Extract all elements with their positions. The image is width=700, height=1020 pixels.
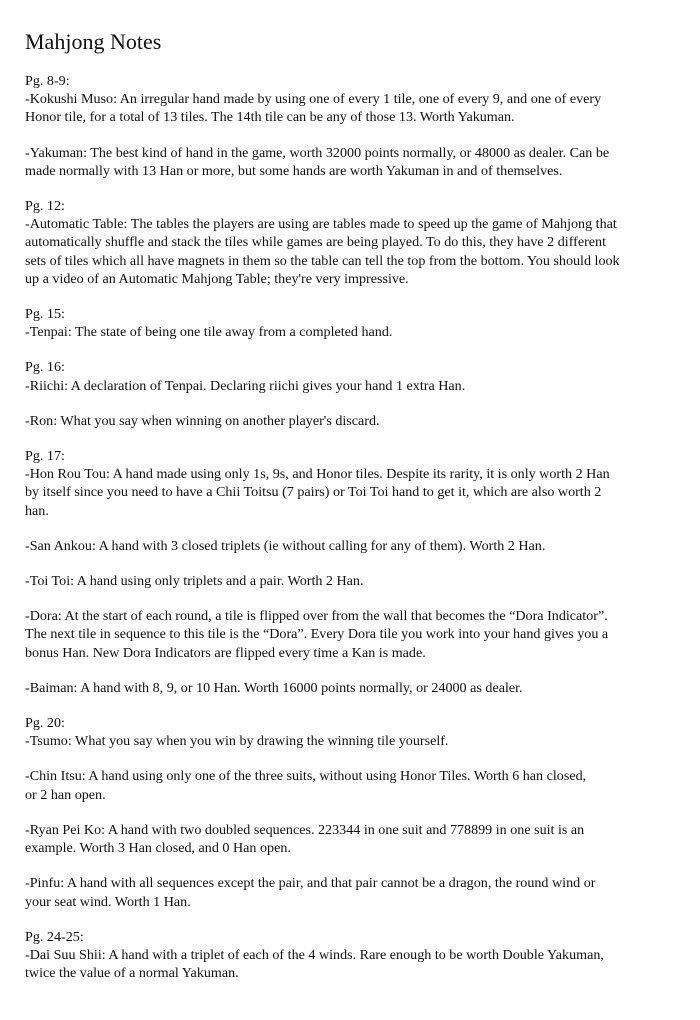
note-line: bonus Han. New Dora Indicators are flipped every time a Kan is made. [25,644,426,661]
note-line: -Baiman: A hand with 8, 9, or 10 Han. Worth 16000 points normally, or 24000 as dealer. [25,679,523,696]
note-line: -Kokushi Muso: An irregular hand made by using one of every 1 tile, one of every 9, and one of every [25,91,602,108]
note-line: made normally with 13 Han or more, but some hands are worth Yakuman in and of themselves. [25,162,563,179]
note-paragraph [25,537,665,555]
note-line: automatically shuffle and stack the tiles while games are being played. To do this, they have 2 different [25,234,606,251]
note-paragraph [25,197,665,288]
note-line: Pg. 16: [25,359,65,376]
notes-body [25,72,665,982]
note-line: example. Worth 3 Han closed, and 0 Han open. [25,840,291,857]
note-line: -Ron: What you say when winning on another player's discard. [25,412,380,429]
note-line: -Tsumo: What you say when you win by drawing the winning tile yourself. [25,733,449,750]
note-line: up a video of an Automatic Mahjong Table; they're very impressive. [25,270,409,287]
note-line: -Yakuman: The best kind of hand in the game, worth 32000 points normally, or 48000 as dealer. Can be [25,144,610,161]
note-line: -Toi Toi: A hand using only triplets and a pair. Worth 2 Han. [25,573,364,590]
note-paragraph [25,874,665,910]
note-paragraph [25,572,665,590]
note-line: -Dai Suu Shii: A hand with a triplet of each of the 4 winds. Rare enough to be worth Double Yakuman, [25,946,604,963]
note-line: -Hon Rou Tou: A hand made using only 1s, 9s, and Honor tiles. Despite its rarity, it is only worth 2 Han [25,466,610,483]
note-line: Pg. 24-25: [25,928,84,945]
note-line: Pg. 17: [25,448,65,465]
note-line: The next tile in sequence to this tile is the “Dora”. Every Dora tile you work into your hand gives you a [25,626,609,643]
note-paragraph [25,928,665,983]
note-line: Pg. 15: [25,306,65,323]
note-paragraph [25,821,665,857]
note-paragraph [25,714,665,750]
document-title: Mahjong Notes [25,29,162,54]
note-line: twice the value of a normal Yakuman. [25,965,239,982]
note-line: your seat wind. Worth 1 Han. [25,893,191,910]
note-paragraph [25,447,665,520]
note-paragraph [25,767,665,803]
note-line: han. [25,502,49,519]
note-line: Honor tile, for a total of 13 tiles. The 14th tile can be any of those 13. Worth Yakuman. [25,109,515,126]
note-line: -Ryan Pei Ko: A hand with two doubled sequences. 223344 in one suit and 778899 in one suit is an [25,821,585,838]
document-page [25,28,665,999]
note-line: Pg. 12: [25,198,65,215]
note-line: sets of tiles which all have magnets in them so the table can tell the top from the bottom. You should look [25,252,620,269]
note-line: -Dora: At the start of each round, a tile is flipped over from the wall that becomes the “Dora Indicator”. [25,608,608,625]
note-paragraph [25,72,665,127]
note-line: -Riichi: A declaration of Tenpai. Declaring riichi gives your hand 1 extra Han. [25,377,466,394]
note-line: Pg. 8-9: [25,73,70,89]
note-paragraph [25,607,665,662]
note-line: by itself since you need to have a Chii Toitsu (7 pairs) or Toi Toi hand to get it, which are also worth 2 [25,484,602,501]
note-paragraph [25,679,665,697]
note-paragraph [25,144,665,180]
note-line: -Tenpai: The state of being one tile away from a completed hand. [25,324,393,341]
note-line: -Pinfu: A hand with all sequences except the pair, and that pair cannot be a dragon, the round wind or [25,875,596,892]
note-paragraph [25,358,665,394]
note-line: -San Ankou: A hand with 3 closed triplets (ie without calling for any of them). Worth 2 Han. [25,537,546,554]
note-line: -Chin Itsu: A hand using only one of the three suits, without using Honor Tiles. Worth 6 han closed, [25,768,587,785]
note-paragraph [25,412,665,430]
note-line: Pg. 20: [25,715,65,732]
note-paragraph [25,305,665,341]
note-line: -Automatic Table: The tables the players are using are tables made to speed up the game of Mahjong that [25,216,617,233]
note-line: or 2 han open. [25,786,106,803]
